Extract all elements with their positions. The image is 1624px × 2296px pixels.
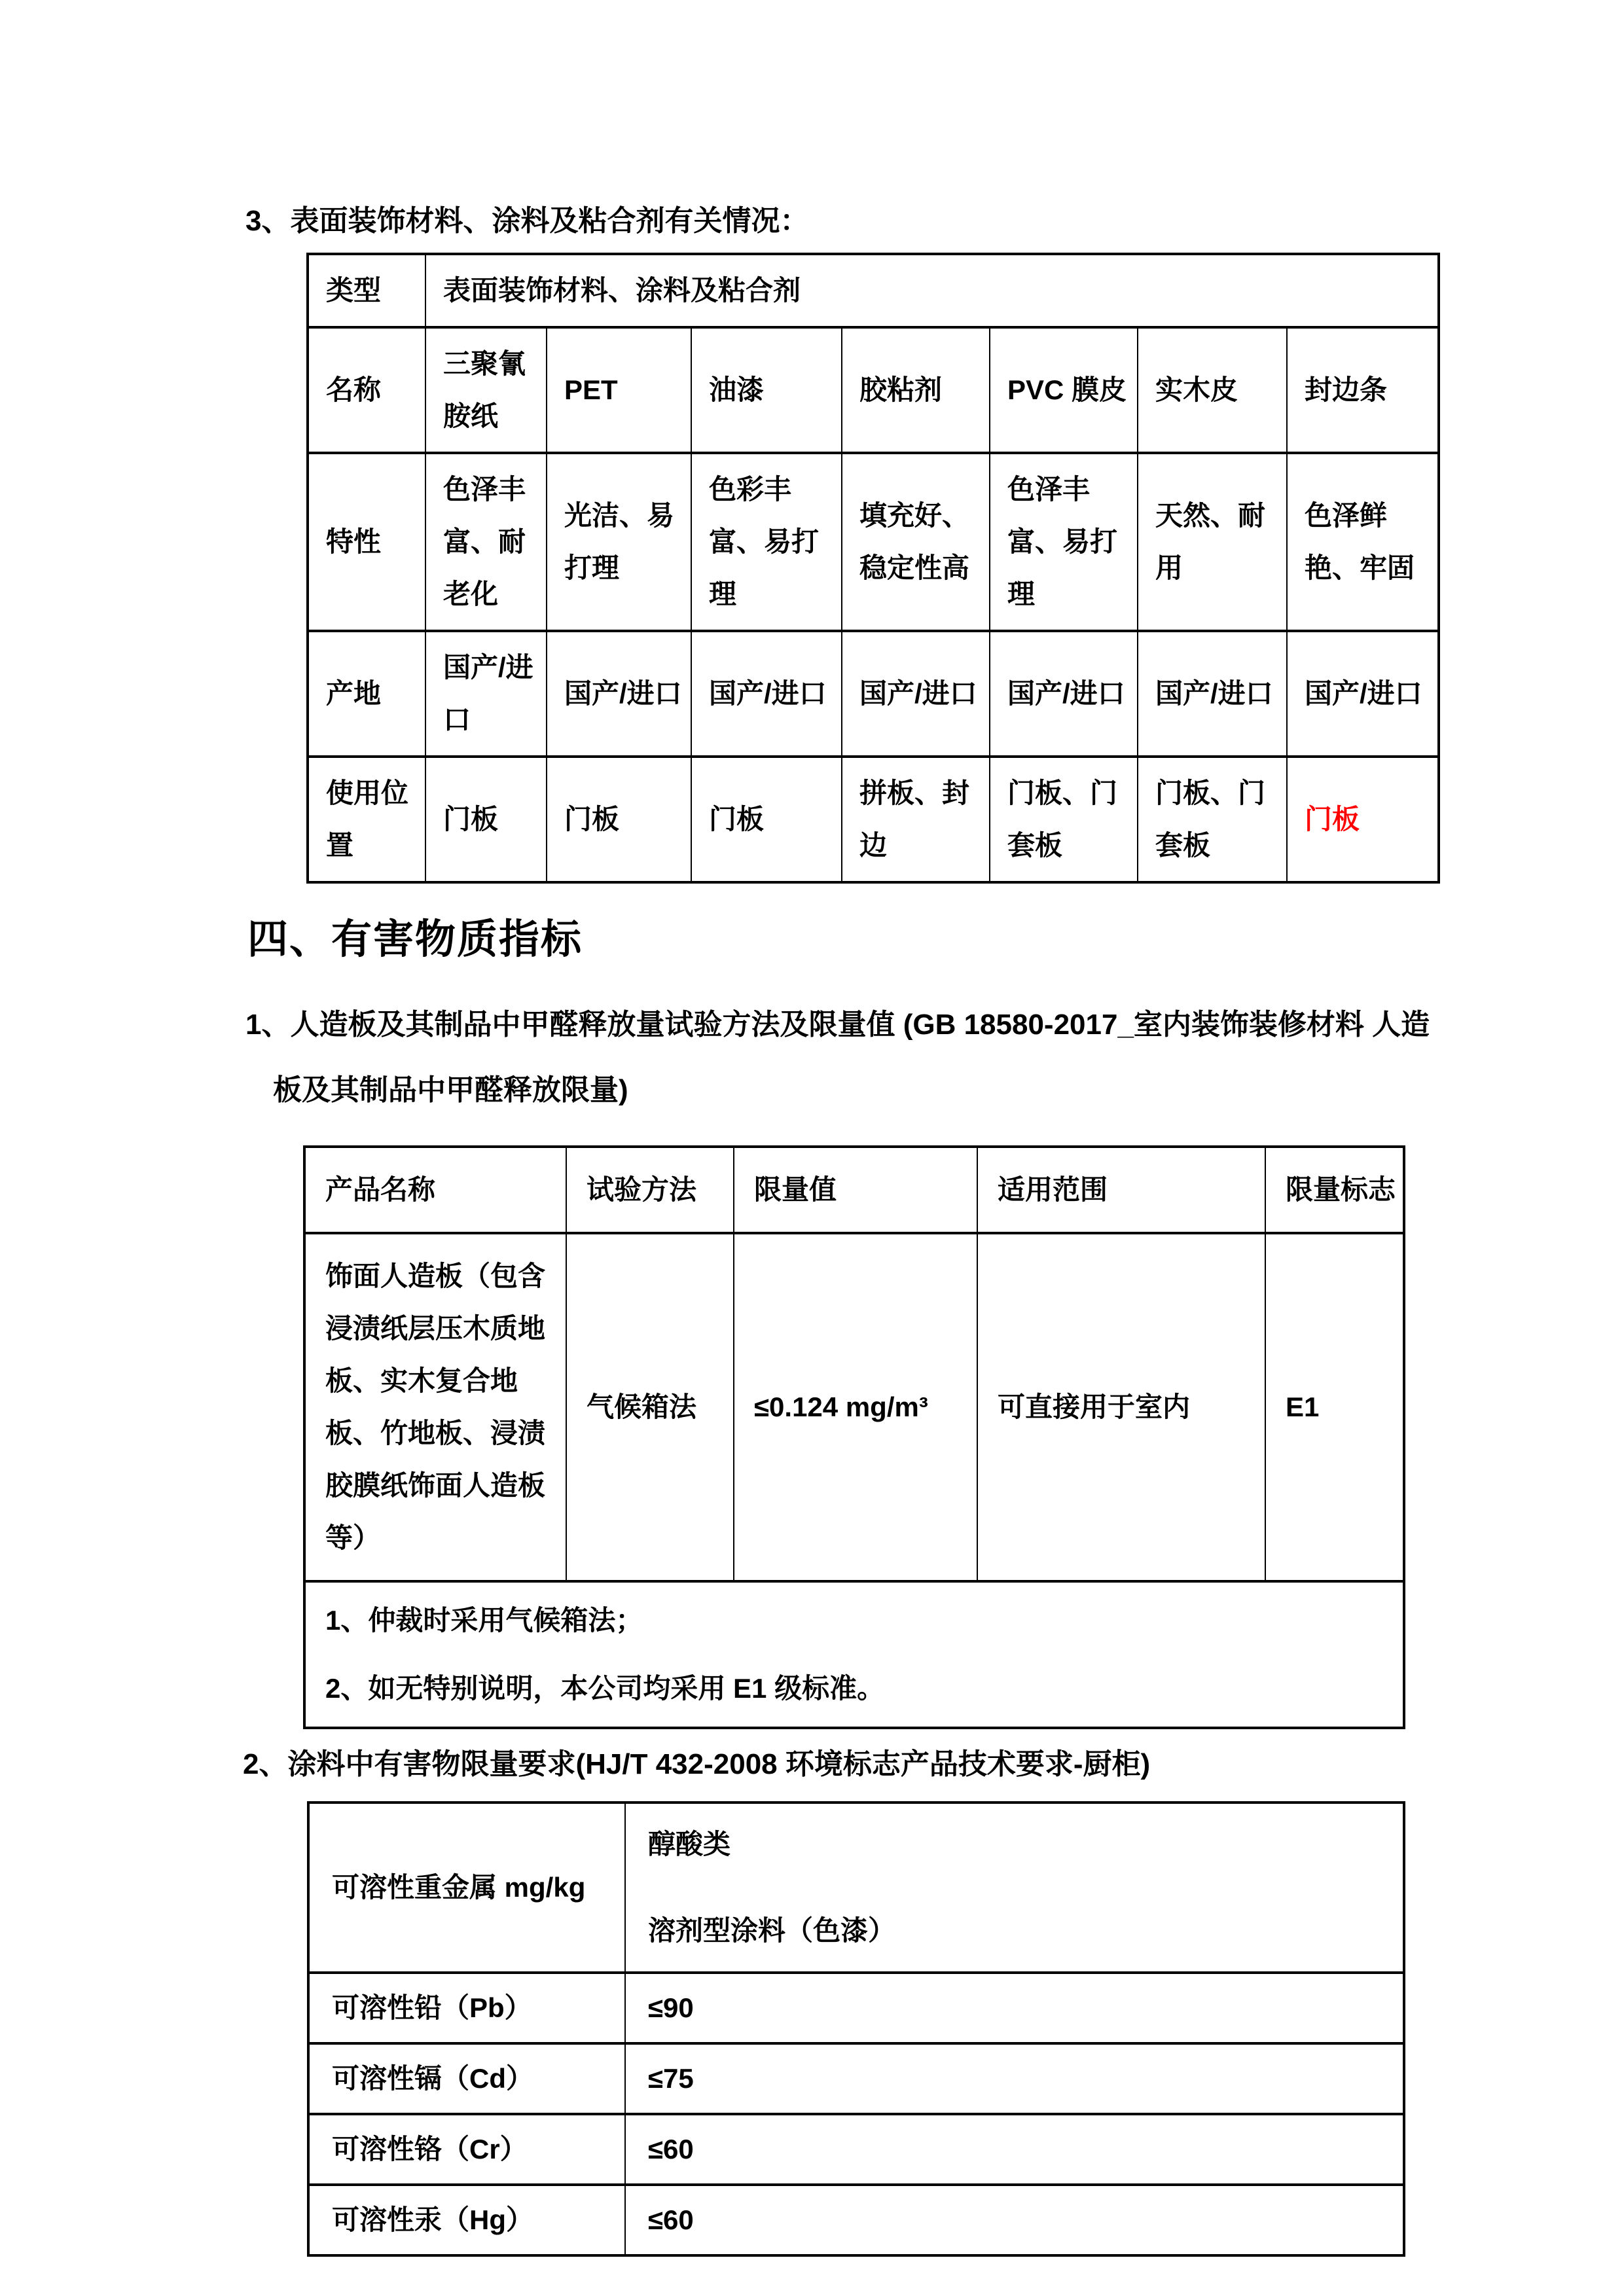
name-cell: PET [547, 327, 691, 453]
metal-value-hg: ≤60 [625, 2185, 1404, 2255]
header-limit: 限量值 [734, 1147, 977, 1233]
origin-cell: 国产/进口 [1287, 631, 1439, 757]
metals-header-value [625, 1803, 1404, 1973]
metal-label-cd: 可溶性镉（Cd） [308, 2043, 625, 2114]
position-cell-highlighted: 门板 [1287, 757, 1439, 882]
metal-row [308, 1973, 1404, 2043]
metals-header-label: 可溶性重金属 mg/kg [308, 1803, 625, 1973]
position-cell: 门板 [691, 757, 842, 882]
position-cell: 门板、门套板 [990, 757, 1138, 882]
header-scope: 适用范围 [977, 1147, 1265, 1233]
formaldehyde-data-row [304, 1233, 1404, 1581]
metal-value-cd: ≤75 [625, 2043, 1404, 2114]
metal-value-pb: ≤90 [625, 1973, 1404, 2043]
metals-table [307, 1801, 1405, 2257]
name-cell: 封边条 [1287, 327, 1439, 453]
position-cell: 门板 [547, 757, 691, 882]
note-line-2: 2、如无特别说明，本公司均采用 E1 级标准。 [325, 1673, 885, 1704]
name-cell: 三聚氰胺纸 [425, 327, 547, 453]
header-product: 产品名称 [304, 1147, 566, 1233]
name-cell: 实木皮 [1138, 327, 1287, 453]
type-row-value: 表面装饰材料、涂料及粘合剂 [425, 254, 1439, 327]
formaldehyde-table [303, 1145, 1405, 1729]
name-cell: 胶粘剂 [842, 327, 990, 453]
origin-row [308, 631, 1439, 757]
surface-materials-table [306, 253, 1440, 884]
metal-label-cr: 可溶性铬（Cr） [308, 2114, 625, 2185]
metal-value-cr: ≤60 [625, 2114, 1404, 2185]
limit-cell: ≤0.124 mg/m³ [734, 1233, 977, 1581]
feature-cell: 填充好、稳定性高 [842, 453, 990, 631]
feature-cell: 光洁、易打理 [547, 453, 691, 631]
metal-row [308, 2114, 1404, 2185]
product-cell: 饰面人造板（包含浸渍纸层压木质地板、实木复合地板、竹地板、浸渍胶膜纸饰面人造板等） [304, 1233, 566, 1581]
position-row-label: 使用位置 [308, 757, 425, 882]
formaldehyde-header-row [304, 1147, 1404, 1233]
metal-label-pb: 可溶性铅（Pb） [308, 1973, 625, 2043]
origin-row-label: 产地 [308, 631, 425, 757]
metal-row [308, 2043, 1404, 2114]
note-line-1: 1、仲裁时采用气候箱法； [325, 1605, 643, 1636]
position-row [308, 757, 1439, 882]
spacer [0, 966, 1624, 992]
metal-label-hg: 可溶性汞（Hg） [308, 2185, 625, 2255]
origin-cell: 国产/进口 [547, 631, 691, 757]
coating-type-line: 溶剂型涂料（色漆） [648, 1915, 896, 1946]
scope-cell: 可直接用于室内 [977, 1233, 1265, 1581]
formaldehyde-intro: 1、人造板及其制品中甲醛释放量试验方法及限量值 (GB 18580-2017_室内装饰装修材料 人造板及其制品中甲醛释放限量) [245, 1009, 1430, 1106]
feature-cell: 色泽丰富、耐老化 [425, 453, 547, 631]
origin-cell: 国产/进口 [990, 631, 1138, 757]
feature-row-label: 特性 [308, 453, 425, 631]
origin-cell: 国产/进口 [691, 631, 842, 757]
type-row [308, 254, 1439, 327]
section4-heading: 四、有害物质指标 [247, 917, 583, 962]
formaldehyde-notes-row [304, 1581, 1404, 1728]
method-cell: 气候箱法 [566, 1233, 734, 1581]
feature-cell: 色泽鲜艳、牢固 [1287, 453, 1439, 631]
feature-row [308, 453, 1439, 631]
feature-cell: 天然、耐用 [1138, 453, 1287, 631]
notes-cell [304, 1581, 1404, 1728]
origin-cell: 国产/进口 [842, 631, 990, 757]
item3-heading: 3、表面装饰材料、涂料及粘合剂有关情况： [245, 205, 809, 237]
origin-cell: 国产/进口 [1138, 631, 1287, 757]
type-row-label: 类型 [308, 254, 425, 327]
position-cell: 拼板、封边 [842, 757, 990, 882]
mark-cell: E1 [1265, 1233, 1404, 1581]
name-row-label: 名称 [308, 327, 425, 453]
name-row [308, 327, 1439, 453]
coating-class-line: 醇酸类 [648, 1829, 731, 1859]
name-cell: PVC 膜皮 [990, 327, 1138, 453]
origin-cell: 国产/进口 [425, 631, 547, 757]
feature-cell: 色泽丰富、易打理 [990, 453, 1138, 631]
metals-header-row [308, 1803, 1404, 1973]
position-cell: 门板 [425, 757, 547, 882]
position-cell: 门板、门套板 [1138, 757, 1287, 882]
header-mark: 限量标志 [1265, 1147, 1404, 1233]
feature-cell: 色彩丰富、易打理 [691, 453, 842, 631]
name-cell: 油漆 [691, 327, 842, 453]
metal-row [308, 2185, 1404, 2255]
header-method: 试验方法 [566, 1147, 734, 1233]
coatings-intro: 2、涂料中有害物限量要求(HJ/T 432-2008 环境标志产品技术要求-厨柜) [243, 1748, 1151, 1780]
spacer [0, 1729, 1624, 1745]
